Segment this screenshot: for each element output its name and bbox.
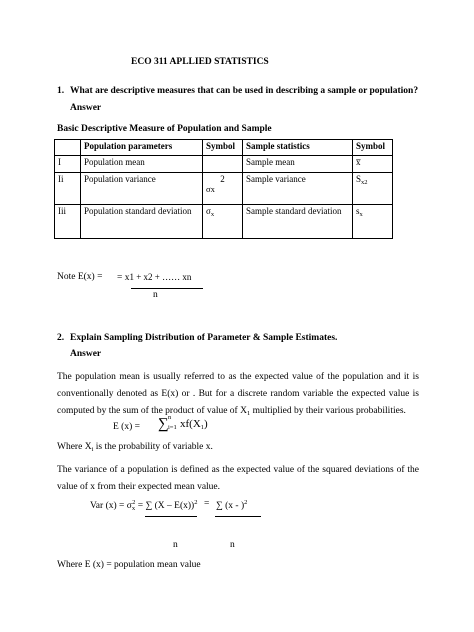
table-row — [55, 173, 393, 205]
table-header-row — [55, 140, 393, 156]
question-1-text: What are descriptive measures that can be used in describing a sample or population? — [70, 86, 419, 96]
row-number: Iii — [55, 205, 81, 239]
note-numerator: = x1 + x2 + …… xn — [117, 272, 192, 283]
population-parameter: Population standard deviation — [81, 205, 203, 239]
population-symbol-base: σx — [206, 184, 215, 194]
population-parameter: Population mean — [81, 156, 203, 173]
population-symbol: $\sigma_x$ — [203, 205, 243, 239]
question-1-number: 1. — [57, 86, 65, 96]
variance-fraction-line-2 — [215, 516, 261, 517]
sample-statistic: Sample variance — [243, 173, 353, 205]
answer-2-label: Answer — [70, 349, 102, 359]
sample-symbol: $s_x$ — [353, 205, 393, 239]
header-population-parameters: Population parameters — [81, 140, 203, 156]
note-denominator: n — [153, 290, 158, 300]
row-number: I — [55, 156, 81, 173]
population-parameter: Population variance — [81, 173, 203, 205]
expected-value-lhs: E (x) = — [113, 422, 140, 432]
note-label: Note E(x) = — [57, 272, 103, 282]
variance-second-form: ∑ (x - )$^2$ — [216, 499, 248, 511]
table-title: Basic Descriptive Measure of Population and Sample — [57, 124, 272, 134]
variance-equals: = — [204, 499, 210, 509]
expected-value-sigma: ∑ — [158, 416, 169, 432]
paragraph-expected-value: The population mean is usually referred to as the expected value of the population and it is conventionally denoted as E(x) or . But for a discrete random variable the expected value is computed by the sum of the product of value of $X_1$ multiplied by their various probabilities. — [57, 372, 419, 417]
sigma-lower-limit: i=1 — [168, 424, 177, 431]
where-xi-statement: Where $X_i$ is the probability of variable x. — [57, 442, 213, 453]
header-sample-symbol: Symbol — [353, 140, 393, 156]
table-row — [55, 205, 393, 239]
variance-denominator-1: n — [173, 540, 178, 550]
document-title: ECO 311 APLLIED STATISTICS — [131, 57, 269, 67]
row-number: Ii — [55, 173, 81, 205]
sample-statistic: Sample mean — [243, 156, 353, 173]
sigma-upper-limit: n — [168, 414, 172, 421]
population-symbol-superscript: 2 — [220, 174, 225, 184]
question-2-text: Explain Sampling Distribution of Parameter & Sample Estimates. — [70, 333, 338, 343]
paragraph-variance: The variance of a population is defined as the expected value of the squared deviations of the value of x from their expected mean value. — [57, 465, 419, 492]
variance-fraction-line-1 — [145, 516, 197, 517]
population-symbol — [203, 173, 243, 205]
sample-symbol: x̅ — [353, 156, 393, 173]
header-sample-statistics: Sample statistics — [243, 140, 353, 156]
population-symbol — [203, 156, 243, 173]
header-number — [55, 140, 81, 156]
header-symbol: Symbol — [203, 140, 243, 156]
note-fraction-line — [131, 288, 203, 289]
question-2-number: 2. — [57, 333, 65, 343]
variance-formula: Var $(x) = \sigma_x^2$ = ∑ (X – E(x))$^2$ — [90, 499, 198, 512]
variance-denominator-2: n — [230, 540, 235, 550]
sample-statistic: Sample standard deviation — [243, 205, 353, 239]
sample-symbol: $S_{x2}$ — [353, 173, 393, 205]
answer-1-label: Answer — [70, 103, 102, 113]
descriptive-measures-table — [54, 139, 393, 239]
table-row — [55, 156, 393, 173]
expected-value-body: $xf(X_1)$ — [180, 418, 208, 431]
where-mean-statement: Where E (x) = population mean value — [57, 560, 201, 570]
